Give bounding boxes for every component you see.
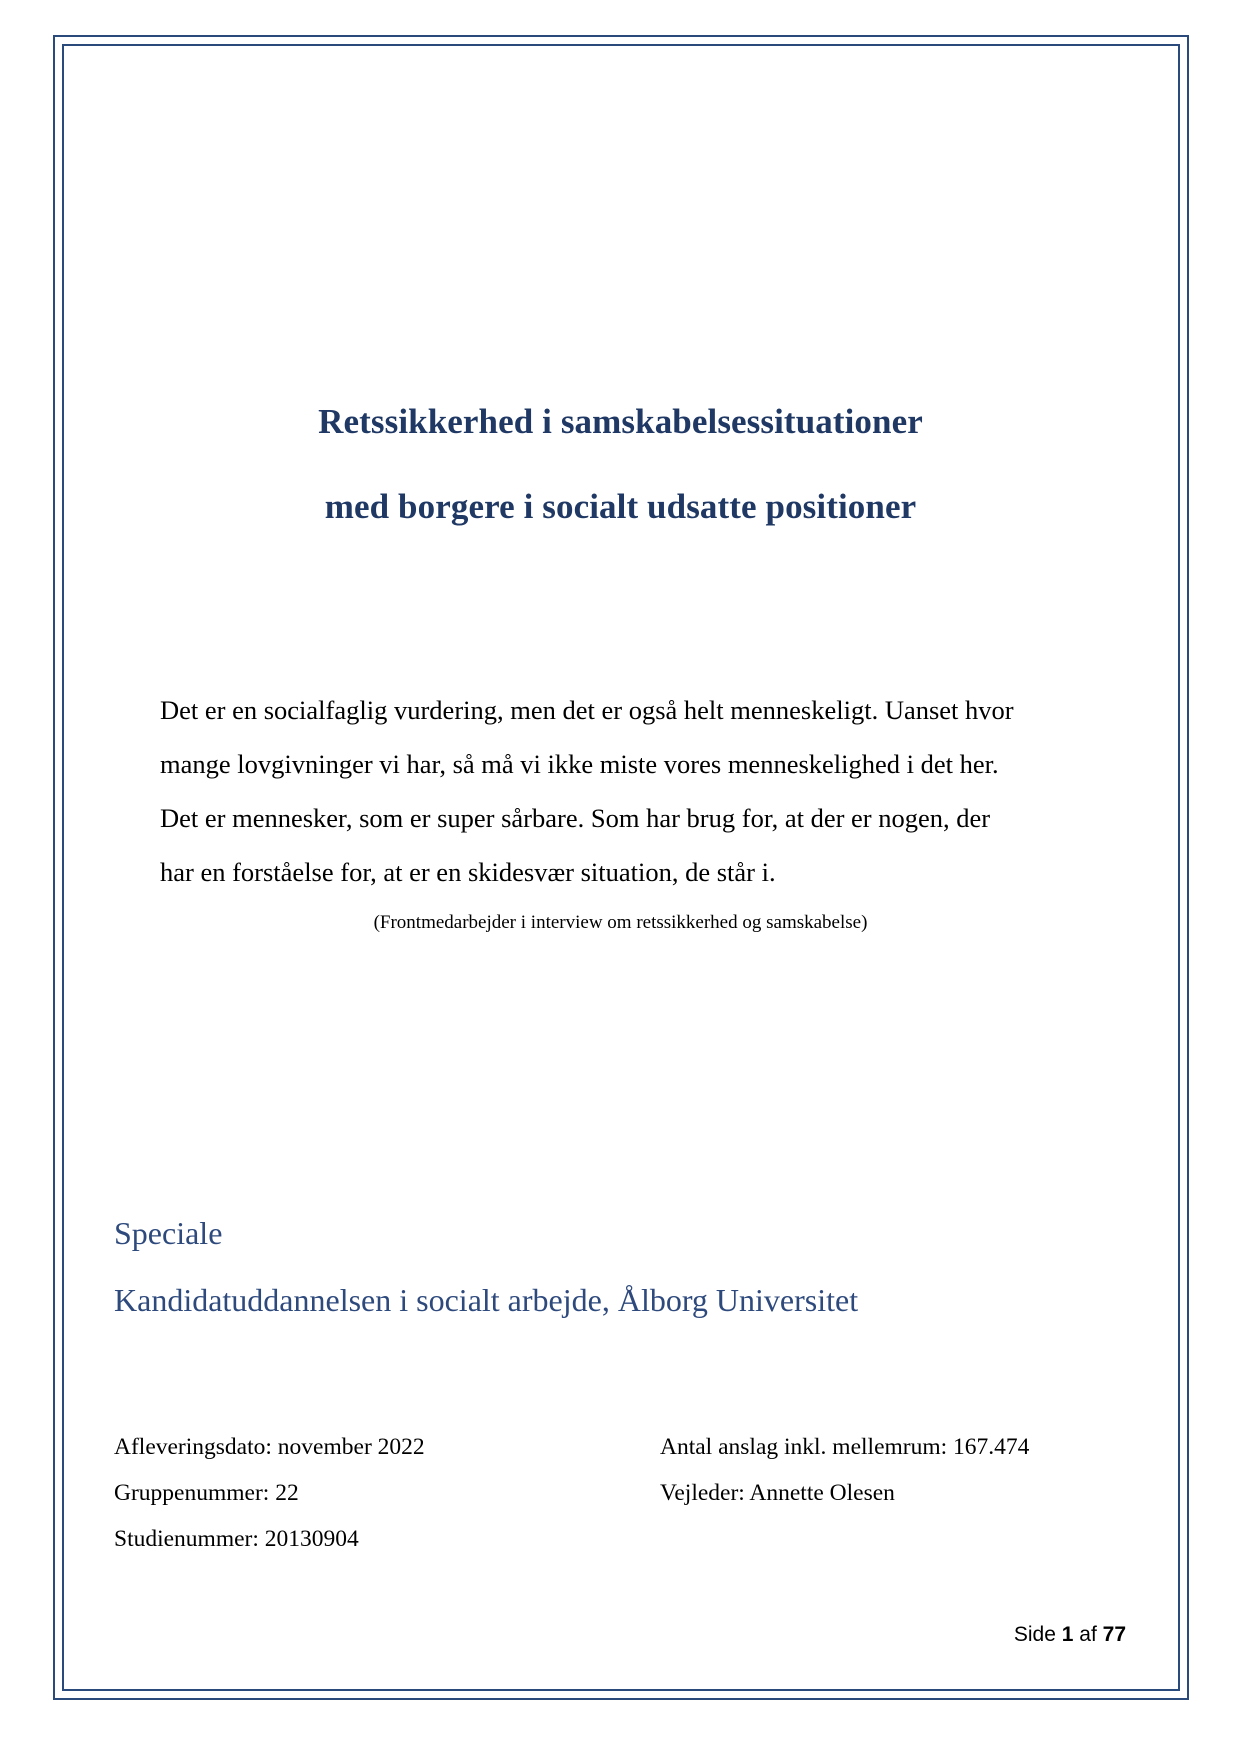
quote-line-4: har en forståelse for, at er en skidesvær situation, de står i. <box>160 857 776 887</box>
metadata-character-count: Antal anslag inkl. mellemrum: 167.474 <box>660 1434 1030 1460</box>
metadata-row <box>114 1516 1124 1562</box>
programme-name: Kandidatuddannelsen i socialt arbejde, Ålborg Universitet <box>114 1282 859 1319</box>
programme-type: Speciale <box>114 1215 223 1251</box>
metadata-student-number: Studienummer: 20130904 <box>114 1526 359 1552</box>
title-line-2: med borgere i socialt udsatte positioner <box>324 487 917 526</box>
document-title <box>115 404 1126 524</box>
footer-total-pages: 77 <box>1102 1623 1126 1646</box>
metadata-supervisor: Vejleder: Annette Olesen <box>660 1480 895 1506</box>
footer-separator: af <box>1079 1623 1097 1646</box>
footer-current-page: 1 <box>1061 1623 1074 1646</box>
quote-attribution: (Frontmedarbejder i interview om retssikkerhed og samskabelse) <box>373 912 868 933</box>
metadata-row <box>114 1470 1124 1516</box>
pull-quote <box>160 683 1095 899</box>
quote-line-1: Det er en socialfaglig vurdering, men det er også helt menneskeligt. Uanset hvor <box>160 695 1014 725</box>
programme-info <box>114 1216 858 1318</box>
page-footer <box>1014 1623 1126 1647</box>
title-line-1: Retssikkerhed i samskabelsessituationer <box>318 402 923 441</box>
metadata-row <box>114 1424 1124 1470</box>
quote-line-3: Det er mennesker, som er super sårbare. Som har brug for, at der er nogen, der <box>160 803 991 833</box>
footer-prefix: Side <box>1013 1623 1056 1646</box>
metadata-block <box>114 1424 1124 1562</box>
metadata-submission-date: Afleveringsdato: november 2022 <box>114 1434 425 1460</box>
metadata-group-number: Gruppenummer: 22 <box>114 1480 299 1506</box>
quote-line-2: mange lovgivninger vi har, så må vi ikke miste vores menneskelighed i det her. <box>160 749 999 779</box>
